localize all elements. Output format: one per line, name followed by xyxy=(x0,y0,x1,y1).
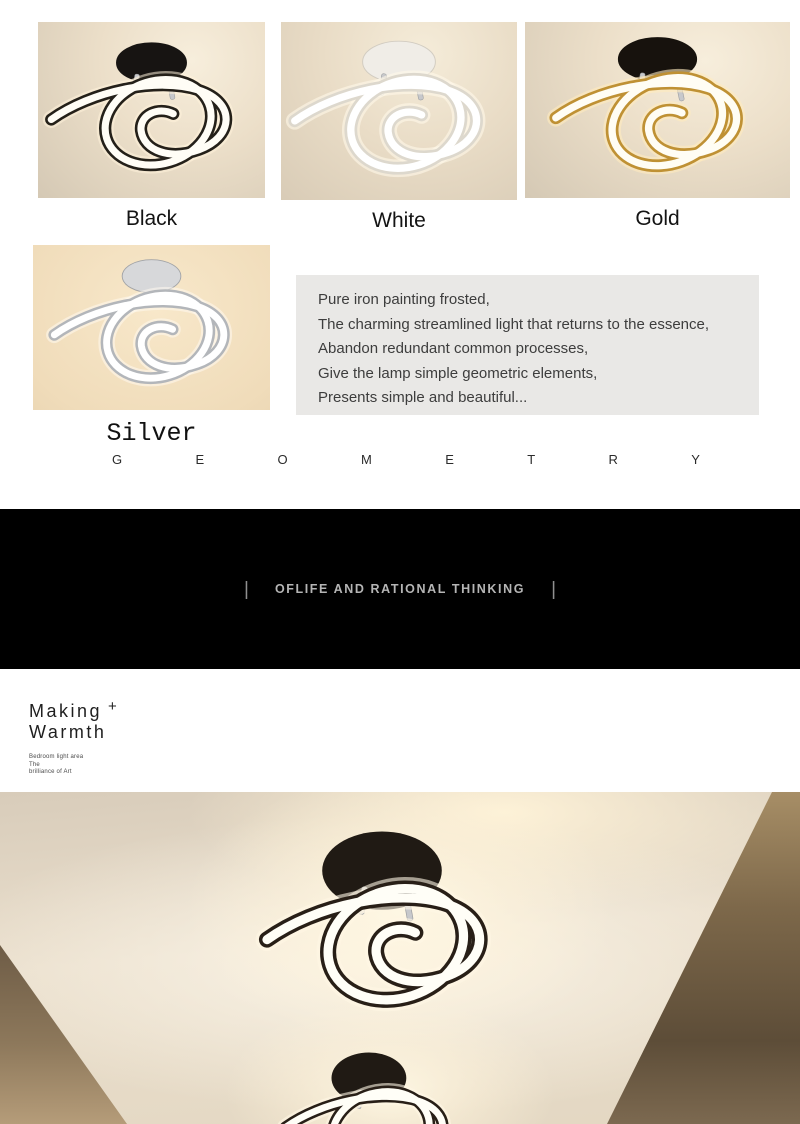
geometry-letter: M xyxy=(361,452,372,467)
variant-label-silver: Silver xyxy=(106,419,197,448)
knot-lamp-illustration xyxy=(525,22,790,198)
description-box xyxy=(296,275,759,415)
geometry-letter: G xyxy=(112,452,123,467)
description-line: Presents simple and beautiful... xyxy=(318,389,528,406)
warmth-word: Warmth xyxy=(29,722,107,742)
variant-card-gold xyxy=(525,22,790,231)
description-line: Pure iron painting frosted, xyxy=(318,291,490,308)
variant-label-white: White xyxy=(372,209,426,232)
variant-image-gold xyxy=(525,22,790,198)
description-line: Abandon redundant common processes, xyxy=(318,340,589,357)
subtext-line: brilliance of Art xyxy=(29,769,72,775)
making-word: Making xyxy=(29,701,103,721)
making-warmth-block xyxy=(29,696,117,777)
variant-card-black xyxy=(38,22,265,231)
variant-label-black: Black xyxy=(125,207,178,230)
variant-card-white xyxy=(281,22,517,233)
making-warmth-heading xyxy=(29,696,117,743)
geometry-letter: O xyxy=(277,452,288,467)
slogan-banner xyxy=(0,509,800,669)
geometry-letter: T xyxy=(527,452,536,467)
ceiling-installation-photo xyxy=(0,792,800,1124)
variant-image-white xyxy=(281,22,517,200)
variant-image-black xyxy=(38,22,265,198)
making-warmth-subtext xyxy=(29,754,117,777)
knot-lamp-illustration xyxy=(38,22,265,198)
geometry-letter: Y xyxy=(691,452,700,467)
variant-label-gold: Gold xyxy=(635,207,680,230)
variant-card-silver xyxy=(33,245,270,448)
variant-image-silver xyxy=(33,245,270,410)
description-line: Give the lamp simple geometric elements, xyxy=(318,364,598,382)
geometry-letter: E xyxy=(195,452,205,467)
geometry-letter: R xyxy=(608,452,618,467)
knot-lamp-illustration xyxy=(281,22,517,200)
banner-slogan-text: OFLIFE AND RATIONAL THINKING xyxy=(274,582,526,596)
left-wall-wedge xyxy=(0,945,127,1124)
hallway-ceiling-scene xyxy=(0,792,800,1124)
knot-lamp-illustration xyxy=(33,245,270,410)
geometry-letter-strip xyxy=(112,452,700,467)
banner-separator-left: | xyxy=(244,578,249,600)
description-line: The charming streamlined light that returns to the essence, xyxy=(318,315,710,333)
slogan-banner-inner xyxy=(244,580,556,599)
banner-separator-right: | xyxy=(551,578,556,600)
geometry-letter: E xyxy=(445,452,454,467)
right-wall-wedge xyxy=(607,792,800,1124)
plus-mark: + xyxy=(108,698,117,715)
subtext-line: Bedroom light area xyxy=(29,754,84,760)
subtext-line: The xyxy=(29,761,40,768)
